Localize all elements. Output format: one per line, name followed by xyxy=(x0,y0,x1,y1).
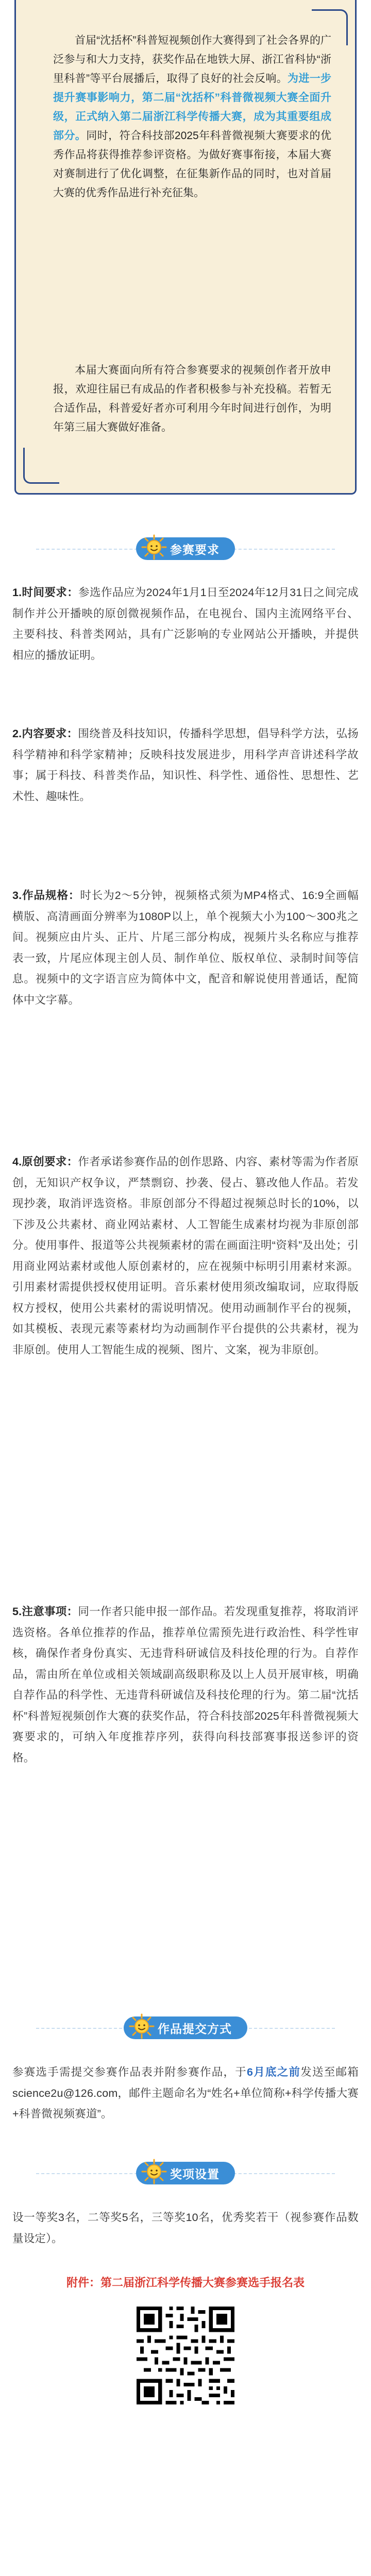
qr-code xyxy=(133,2303,238,2408)
awards-text: 设一等奖3名，二等奖5名，三等奖10名，优秀奖若干（视参赛作品数量设定）。 xyxy=(12,2211,359,2245)
deadline-highlight: 6月底之前 xyxy=(247,2066,301,2078)
section-pill xyxy=(124,2016,247,2039)
intro-text: 同时，符合科技部2025年科普微视频大赛要求的优秀作品将获得推荐参评资格。为做好赛事衔接，本届大赛对赛制进行了优化调整，在征集新作品的同时，也对首届大赛的优秀作品进行补充征集。 xyxy=(53,130,331,199)
requirement-3 xyxy=(12,885,359,1010)
submission-text xyxy=(12,2062,359,2125)
requirement-label: 4.原创要求： xyxy=(12,1156,78,1168)
intro-card xyxy=(14,0,357,495)
submission-text-a: 参赛选手需提交参赛作品表并附参赛作品，于 xyxy=(12,2066,247,2078)
annex-title[interactable]: 附件：第二届浙江科学传播大赛参赛选手报名表 xyxy=(66,2276,305,2289)
requirement-text: 围绕普及科技知识，传播科学思想，倡导科学方法，弘扬科学精神和科学家精神；反映科技发展进步，用科学声音讲述科学故事；属于科技、科普类作品，知识性、科学性、通俗性、思想性、艺术性、趣味性。 xyxy=(12,727,359,803)
intro-section xyxy=(0,0,371,515)
section-title: 作品提交方式 xyxy=(158,2022,232,2036)
requirement-text: 时长为2～5分钟，视频格式须为MP4格式、16:9全画幅横版、高清画面分辨率为1080P以上，单个视频大小为100～300兆之间。视频应由片头、正片、片尾三部分构成，视频片头名称应与推荐表一致，片尾应体现主创人员、制作单位、版权单位、录制时间等信息。视频中的文字语言应为简体中文，配音和解说使用普通话，配简体中文字幕。 xyxy=(12,889,359,1006)
requirement-text: 参选作品应为2024年1月1日至2024年12月31日之间完成制作并公开播映的原创微视频作品，在电视台、国内主流网络平台、主要科技、科普类网站，具有广泛影响的专业网站公开播映，并提供相应的播放证明。 xyxy=(12,586,359,662)
section-title: 奖项设置 xyxy=(170,2167,220,2181)
section-pill xyxy=(136,537,235,560)
section-title: 参赛要求 xyxy=(170,543,220,556)
requirement-label: 2.内容要求： xyxy=(12,727,78,740)
sun-icon xyxy=(129,2013,155,2039)
sun-icon xyxy=(141,2159,167,2184)
section-header-submission xyxy=(0,2012,371,2043)
section-pill xyxy=(136,2162,235,2184)
requirement-text: 作者承诺参赛作品的创作思路、内容、素材等需为作者原创，无知识产权争议，严禁剽窃、抄袭、侵占、篡改他人作品。若发现抄袭，取消评选资格。非原创部分不得超过视频总时长的10%，以下涉及公共素材、商业网站素材、人工智能生成素材均视为非原创部分。使用事件、报道等公共视频素材的需在画面注明“资料”及出处；引用商业网站素材或他人原创素材的，应在视频中标明引用素材来源。引用素材需提供授权使用证明。音乐素材使用须改编取词，应取得版权方授权，使用公共素材的需说明情况。使用动画制作平台的视频，如其模板、表现元素等素材均为动画制作平台提供的公共素材，视为非原创。使用人工智能生成的视频、图片、文案，视为非原创。 xyxy=(12,1156,359,1356)
requirement-1 xyxy=(12,582,359,666)
section-header-requirements xyxy=(0,533,371,564)
intro-paragraph-2: 本届大赛面向所有符合参赛要求的视频创作者开放申报，欢迎往届已有成品的作者积极参与补充投稿。若暂无合适作品，科普爱好者亦可利用今年时间进行创作，为明年第三届大赛做好准备。 xyxy=(53,364,331,433)
corner-decoration-icon xyxy=(23,448,59,484)
intro-paragraph-1 xyxy=(53,31,331,202)
sun-icon xyxy=(141,534,167,560)
section-header-awards xyxy=(0,2158,371,2189)
intro-text: 首届“沈括杯”科普短视频创作大赛得到了社会各界的广泛参与和大力支持，获奖作品在地铁大屏、浙江省科协“浙里科普”等平台展播后，取得了良好的社会反响。 xyxy=(53,35,331,84)
requirement-4 xyxy=(12,1151,359,1360)
intro-highlight: 为进一步提升赛事影响力，第二届“沈括杯”科普微视频大赛全面升级，正式纳入第二届浙江科学传播大赛，成为其重要组成部分。 xyxy=(53,73,331,142)
submission-text-b: 发送至邮箱science2u@126.com，邮件主题命名为“姓名+单位简称+科学传播大赛+科普微视频赛道”。 xyxy=(12,2066,359,2120)
requirement-5 xyxy=(12,1601,359,1768)
requirement-label: 5.注意事项： xyxy=(12,1605,78,1618)
requirement-label: 1.时间要求： xyxy=(12,586,79,599)
requirement-label: 3.作品规格： xyxy=(12,889,80,902)
requirement-text: 同一作者只能申报一部作品。若发现重复推荐，将取消评选资格。各单位推荐的作品，推荐单位需预先进行政治性、科学性审核，确保作者身份真实、无违背科研诚信及科技伦理的行为。自荐作品，需由所在单位或相关领域副高级职称及以上人员开展审核，明确自荐作品的科学性、无违背科研诚信及科技伦理的行为。第二届“沈括杯”科普短视频创作大赛的获奖作品，符合科技部2025年科普微视频大赛要求的，可纳入年度推荐序列，获得向科技部赛事报送参评的资格。 xyxy=(12,1605,359,1764)
requirement-2 xyxy=(12,723,359,807)
